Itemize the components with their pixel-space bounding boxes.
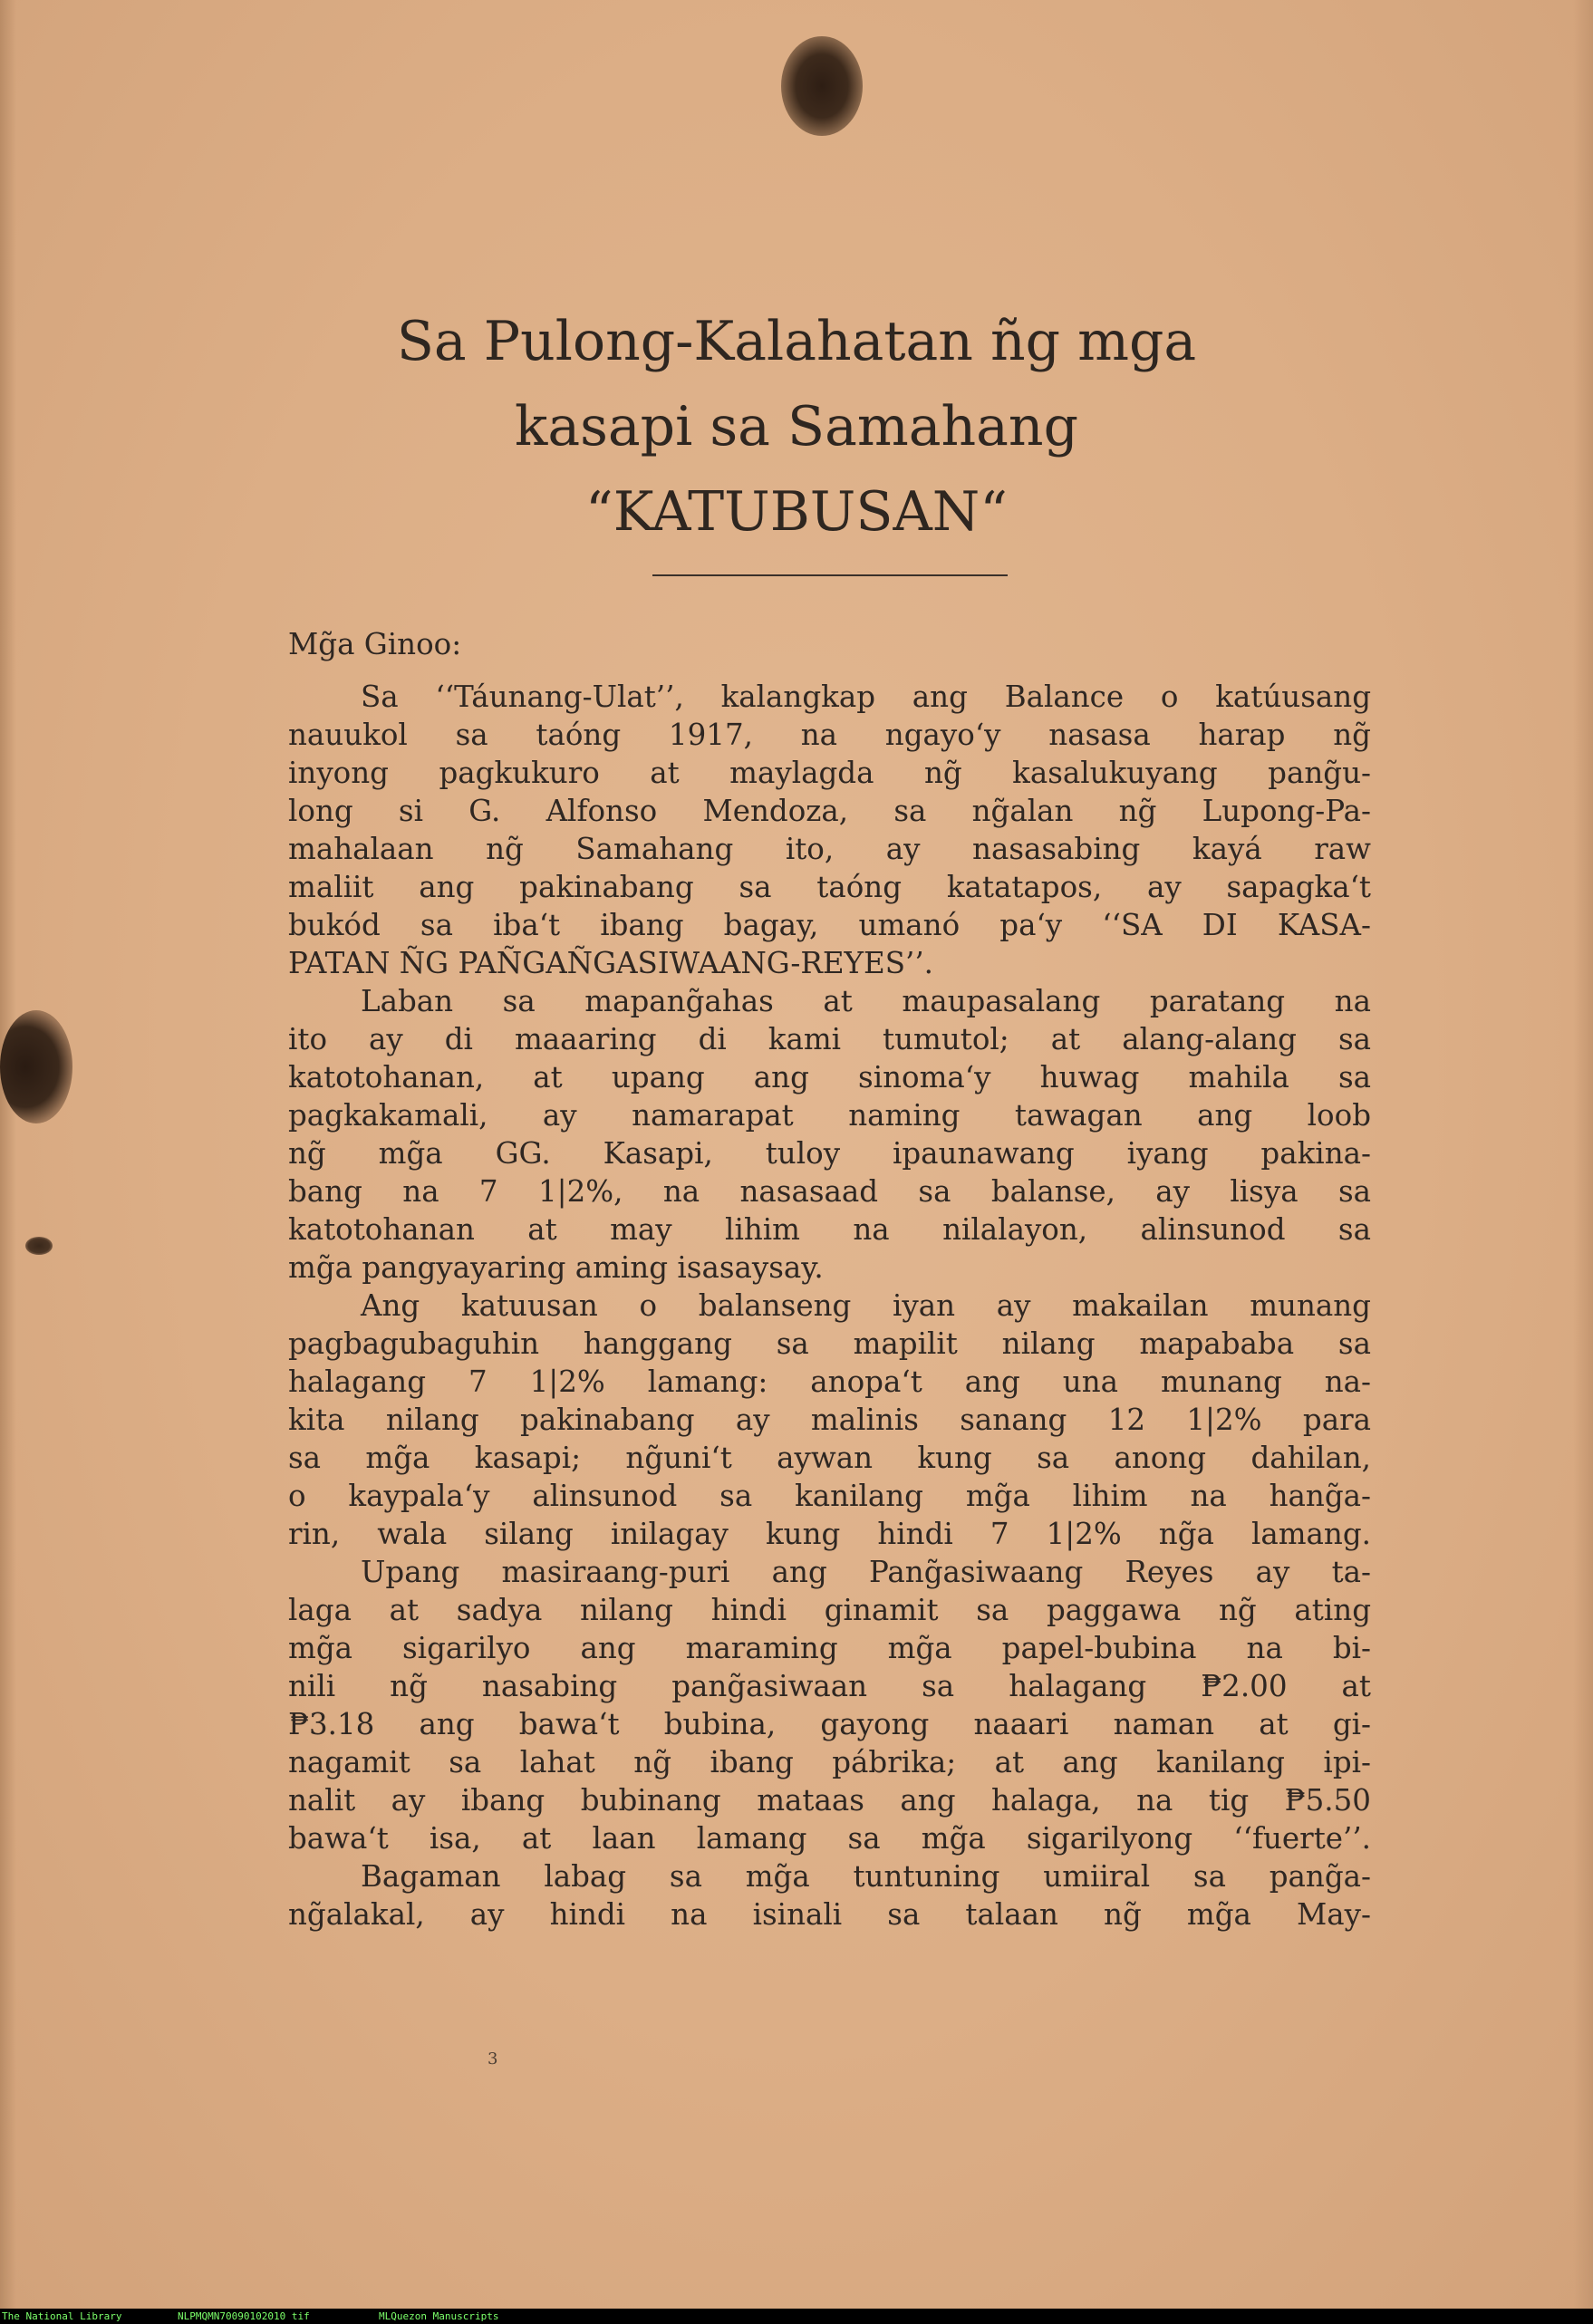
text-line: Sa ‘‘Táunang-Ulat’’, kalangkap ang Balance o katúusang	[361, 680, 1371, 714]
text-line: Upang masiraang-puri ang Pang̃asiwaang Reyes ay ta-	[361, 1555, 1371, 1589]
text-line: nalit ay ibang bubinang mataas ang halaga, na tig ₱5.50	[288, 1783, 1371, 1818]
text-line: ito ay di maaaring di kami tumutol; at alang-alang sa	[288, 1022, 1371, 1056]
text-line: ₱3.18 ang bawa‘t bubina, gayong naaari naman at gi-	[288, 1707, 1371, 1741]
text-line: katotohanan, at upang ang sinoma‘y huwag mahila sa	[288, 1060, 1371, 1094]
title-line-1: Sa Pulong-Kalahatan ñg mga	[396, 310, 1197, 373]
ink-blot-left	[0, 1010, 72, 1123]
paragraph-2	[288, 982, 1371, 1287]
text-line: rin, wala silang inilagay kung hindi 7 1|2% ng̃a lamang.	[288, 1517, 1371, 1551]
text-line: Laban sa mapang̃ahas at maupasalang paratang na	[361, 984, 1371, 1018]
text-line: mg̃a pangyayaring aming isasaysay.	[288, 1250, 824, 1285]
text-line: bukód sa iba‘t ibang bagay, umanó pa‘y ‘‘SA DI KASA-	[288, 908, 1371, 942]
text-line: o kaypala‘y alinsunod sa kanilang mg̃a lihim na hang̃a-	[288, 1479, 1371, 1513]
title-divider	[652, 574, 1008, 576]
left-edge-shadow	[0, 0, 16, 2309]
text-line: ng̃alakal, ay hindi na isinali sa talaan ng̃ mg̃a May-	[288, 1897, 1371, 1932]
text-line: katotohanan at may lihim na nilalayon, alinsunod sa	[288, 1212, 1371, 1247]
text-line: pagbagubaguhin hanggang sa mapilit nilang mapababa sa	[288, 1326, 1371, 1361]
text-line: laga at sadya nilang hindi ginamit sa paggawa ng̃ ating	[288, 1593, 1371, 1627]
right-edge-shadow	[1573, 0, 1593, 2309]
salutation: Mg̃a Ginoo:	[288, 627, 462, 661]
page-mark: 3	[488, 2049, 498, 2068]
footer-file: NLPMQMN70090102010 tif	[178, 2310, 310, 2322]
title-line-3: “KATUBUSAN“	[585, 480, 1008, 544]
paragraph-5	[288, 1857, 1371, 1933]
scan-footer-bar	[0, 2309, 1593, 2324]
text-line: inyong pagkukuro at maylagda ng̃ kasalukuyang pang̃u-	[288, 756, 1371, 790]
text-line: halagang 7 1|2% lamang: anopa‘t ang una munang na-	[288, 1365, 1371, 1399]
text-line: PATAN ÑG PAÑGAÑGASIWAANG-REYES’’.	[288, 946, 933, 980]
text-line: maliit ang pakinabang sa taóng katatapos, ay sapagka‘t	[288, 870, 1371, 904]
paragraph-3	[288, 1287, 1371, 1553]
text-line: bawa‘t isa, at laan lamang sa mg̃a sigarilyong ‘‘fuerte’’.	[288, 1821, 1371, 1856]
text-line: bang na 7 1|2%, na nasasaad sa balanse, ay lisya sa	[288, 1174, 1371, 1209]
paragraph-1	[288, 678, 1371, 982]
text-line: nauukol sa taóng 1917, na ngayo‘y nasasa harap ng̃	[288, 718, 1371, 752]
text-line: pagkakamali, ay namarapat naming tawagan ang loob	[288, 1098, 1371, 1133]
text-line: kita nilang pakinabang ay malinis sanang 12 1|2% para	[288, 1403, 1371, 1437]
title-line-2: kasapi sa Samahang	[514, 395, 1078, 458]
document-body	[288, 625, 1371, 1933]
footer-collection: MLQuezon Manuscripts	[379, 2310, 499, 2322]
ink-blot-top	[781, 36, 863, 136]
ink-blot-small	[25, 1237, 53, 1255]
text-line: sa mg̃a kasapi; ng̃uni‘t aywan kung sa anong dahilan,	[288, 1441, 1371, 1475]
footer-library: The National Library	[2, 2310, 122, 2322]
text-line: nagamit sa lahat ng̃ ibang pábrika; at ang kanilang ipi-	[288, 1745, 1371, 1779]
text-line: mahalaan ng̃ Samahang ito, ay nasasabing kayá raw	[288, 832, 1371, 866]
paragraph-4	[288, 1553, 1371, 1857]
text-line: nili ng̃ nasabing pang̃asiwaan sa halagang ₱2.00 at	[288, 1669, 1371, 1703]
text-line: ng̃ mg̃a GG. Kasapi, tuloy ipaunawang iyang pakina-	[288, 1136, 1371, 1171]
text-line: Bagaman labag sa mg̃a tuntuning umiiral sa pang̃a-	[361, 1859, 1371, 1894]
text-line: long si G. Alfonso Mendoza, sa ng̃alan ng̃ Lupong-Pa-	[288, 794, 1371, 828]
text-line: Ang katuusan o balanseng iyan ay makailan munang	[361, 1288, 1371, 1323]
text-line: mg̃a sigarilyo ang maraming mg̃a papel-bubina na bi-	[288, 1631, 1371, 1665]
document-title	[272, 299, 1321, 554]
